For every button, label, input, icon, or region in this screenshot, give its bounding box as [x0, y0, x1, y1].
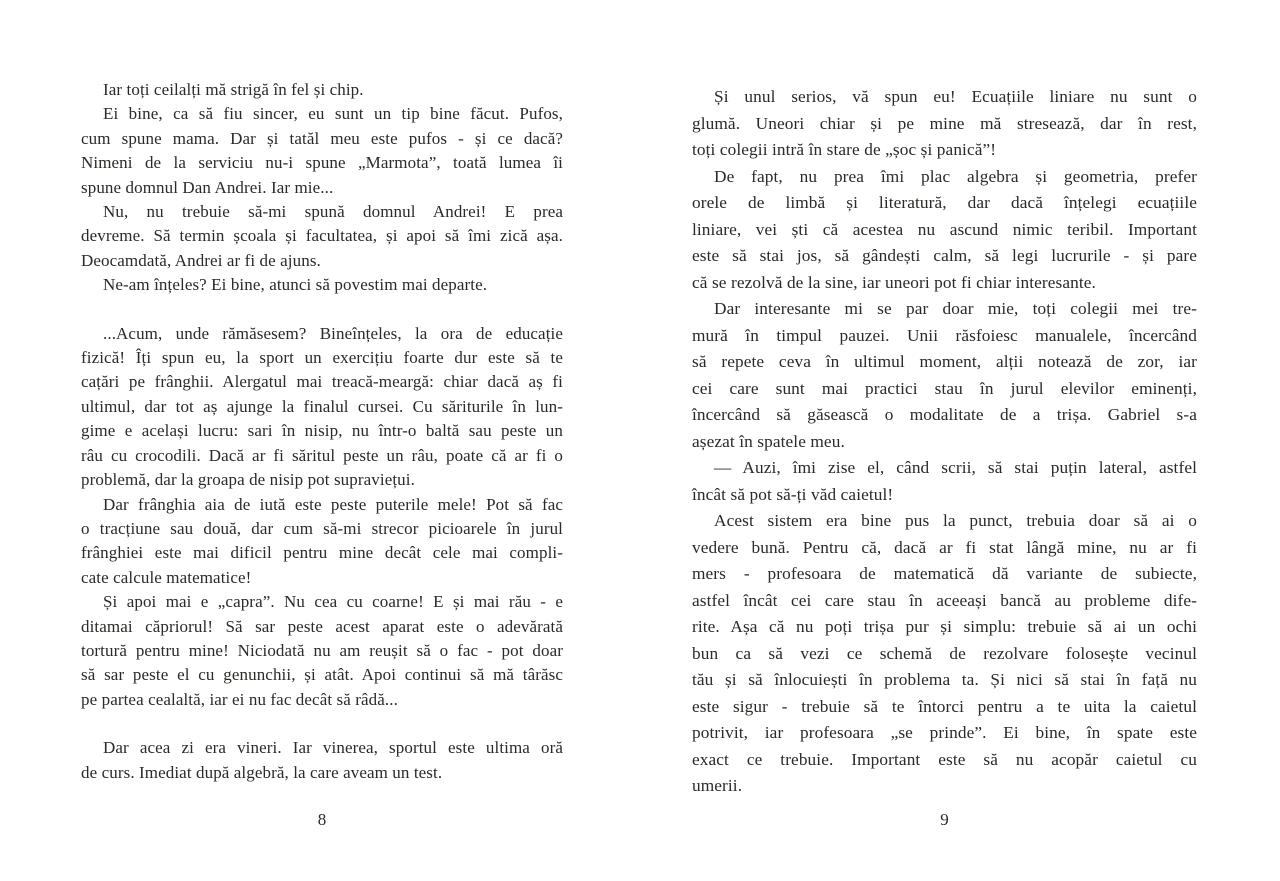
- paragraph: [81, 590, 563, 712]
- text-line: Ne-am înțeles? Ei bine, atunci să povestim mai departe.: [103, 275, 488, 295]
- text-line: încât să pot să-ți văd caietul!: [692, 484, 894, 504]
- text-line: De fapt, nu prea îmi plac algebra și geometria, prefer: [714, 166, 1197, 186]
- paragraph: [81, 78, 563, 102]
- text-line: mers - profesoara de matematică dă variante de subiecte,: [692, 564, 1197, 583]
- text-line: toți colegii intră în stare de „șoc și panică”!: [692, 140, 997, 159]
- text-line: Și apoi mai e „capra”. Nu cea cu coarne! E și mai rău - e: [103, 592, 563, 612]
- text-line: că se rezolvă de la sine, iar uneori pot fi chiar interesante.: [692, 272, 1096, 292]
- text-line: fizică! Îți spun eu, la sport un exercițiu foarte dur este să te: [81, 348, 563, 368]
- paragraph: [692, 164, 1197, 297]
- text-line: cei care sunt mai practici stau în jurul elevilor eminenți,: [692, 378, 1197, 398]
- paragraph: [692, 296, 1197, 455]
- text-line: gime e același lucru: sari în nisip, nu într-o baltă sau peste un: [81, 421, 563, 441]
- text-block: [692, 84, 1197, 800]
- page-number: 8: [317, 810, 327, 829]
- paragraph: [81, 322, 563, 493]
- text-line: rite. Așa că nu poți trișa pur și simplu: trebuie să ai un ochi: [692, 617, 1197, 636]
- text-line: Și unul serios, vă spun eu! Ecuațiile liniare nu sunt o: [714, 87, 1197, 106]
- text-line: este să stai jos, să gândești calm, să legi lucrurile - și pare: [692, 246, 1197, 265]
- page-number: 9: [940, 810, 949, 829]
- text-line: Dar interesante mi se par doar mie, toți colegii mei tre-: [714, 299, 1197, 318]
- paragraph: [81, 200, 563, 273]
- text-line: — Auzi, îmi zise el, când scrii, să stai puțin lateral, astfel: [714, 458, 1197, 477]
- text-line: cațări pe frânghii. Alergatul mai treacă-meargă: chiar dacă aș fi: [81, 372, 563, 392]
- text-line: Deocamdată, Andrei ar fi de ajuns.: [81, 250, 321, 270]
- paragraph: [692, 455, 1197, 508]
- text-line: cate calcule matematice!: [81, 567, 252, 587]
- text-line: de curs. Imediat după algebră, la care aveam un test.: [81, 762, 443, 782]
- text-line: râu cu crocodili. Dacă ar fi săritul peste un râu, poate că ar fi o: [81, 445, 563, 465]
- paragraph: [81, 273, 563, 297]
- text-line: vedere bună. Pentru că, dacă ar fi stat lângă mine, nu ar fi: [692, 537, 1197, 557]
- text-line: Dar frânghia aia de iută este peste puterile mele! Pot să fac: [103, 494, 563, 514]
- text-block: [81, 78, 563, 785]
- text-line: Acest sistem era bine pus la punct, trebuia doar să ai o: [714, 511, 1197, 530]
- text-line: devreme. Să termin școala și facultatea, și apoi să îmi zică așa.: [81, 226, 563, 246]
- text-line: încercând să găsească o modalitate de a trișa. Gabriel s-a: [692, 405, 1197, 424]
- text-line: glumă. Uneori chiar și pe mine mă stresează, dar în rest,: [692, 113, 1197, 133]
- text-line: o tracțiune sau două, dar cum să-mi strecor picioarele în jurul: [81, 518, 563, 538]
- text-line: Nimeni de la serviciu nu-i spune „Marmota”, toată lumea îi: [81, 153, 563, 173]
- text-line: să repete ceva în ultimul moment, alții notează de zor, iar: [692, 352, 1197, 371]
- paragraph: [692, 84, 1197, 164]
- text-line: spune domnul Dan Andrei. Iar mie...: [81, 177, 334, 197]
- text-line: mură în timpul pauzei. Unii răsfoiesc manualele, încercând: [692, 325, 1197, 345]
- text-line: Dar acea zi era vineri. Iar vinerea, sportul este ultima oră: [103, 738, 563, 758]
- text-line: este sigur - trebuie să te întorci pentru a te uita la caietul: [692, 696, 1197, 716]
- text-line: orele de limbă și literatură, dar dacă înțelegi ecuațiile: [692, 193, 1197, 212]
- paragraph: [692, 508, 1197, 800]
- text-line: tortură pentru mine! Niciodată nu am reușit să o fac - pot doar: [81, 640, 563, 660]
- text-line: ultimul, dar tot aș ajunge la finalul cursei. Cu săriturile în lun-: [81, 396, 563, 416]
- text-line: Ei bine, ca să fiu sincer, eu sunt un tip bine făcut. Pufos,: [103, 104, 563, 124]
- page-left: [81, 0, 563, 881]
- text-line: astfel încât cei care stau în aceeași bancă au probleme dife-: [692, 590, 1197, 610]
- paragraph: [81, 493, 563, 591]
- text-line: ...Acum, unde rămăsesem? Bineînțeles, la ora de educație: [103, 323, 563, 343]
- text-line: așezat în spatele meu.: [692, 431, 845, 451]
- text-line: problemă, dar la groapa de nisip pot supraviețui.: [81, 470, 415, 490]
- text-line: ditamai căpriorul! Să sar peste acest aparat este o adevărată: [81, 616, 563, 636]
- text-line: frânghiei este mai dificil pentru mine decât cele mai compli-: [81, 543, 563, 563]
- paragraph: [81, 736, 563, 785]
- text-line: cum spune mama. Dar și tatăl meu este pufos - și ce dacă?: [81, 128, 563, 148]
- text-line: bun ca să vezi ce schemă de rezolvare folosește vecinul: [692, 643, 1197, 663]
- text-line: tău și să înlocuiești în problema ta. Și nici să stai în față nu: [692, 670, 1197, 689]
- text-line: Iar toți ceilalți mă strigă în fel și chip.: [103, 80, 364, 99]
- text-line: Nu, nu trebuie să-mi spună domnul Andrei! E prea: [103, 202, 563, 222]
- text-line: umerii.: [692, 776, 743, 795]
- text-line: pe partea cealaltă, iar ei nu fac decât să râdă...: [81, 689, 398, 709]
- text-line: exact ce trebuie. Important este să nu acopăr caietul cu: [692, 749, 1197, 769]
- text-line: liniare, vei ști că acestea nu ascund nimic teribil. Important: [692, 219, 1197, 239]
- page-right: [692, 0, 1197, 881]
- paragraph: [81, 102, 563, 200]
- text-line: să sar peste el cu genunchii, și atât. Apoi continui să mă târăsc: [81, 665, 563, 685]
- text-line: potrivit, iar profesoara „se prinde”. Ei bine, în spate este: [692, 723, 1197, 742]
